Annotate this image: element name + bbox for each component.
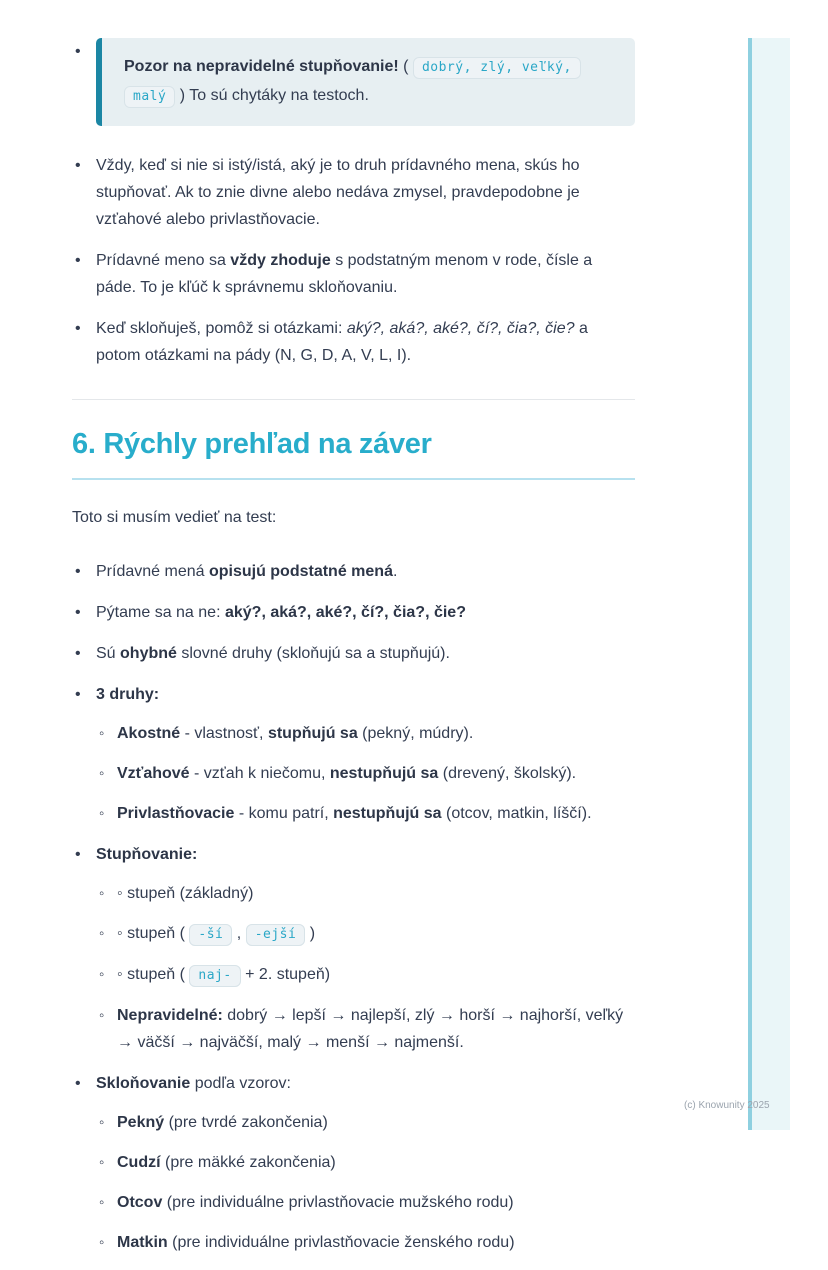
text-run: ): [305, 925, 316, 942]
page-edge-strip: [748, 38, 790, 1130]
text-run: Skloňovanie: [96, 1075, 191, 1092]
text-run: Keď skloňuješ, pomôž si otázkami:: [96, 320, 347, 337]
text-run: Pozor na nepravidelné stupňovanie!: [124, 58, 399, 75]
text-run: Prídavné meno sa: [96, 252, 231, 269]
sub-list-item: [99, 1149, 635, 1176]
list-item: [72, 558, 635, 585]
sub-list-item: [99, 1002, 635, 1056]
text-run: podľa vzorov:: [190, 1075, 291, 1092]
text-run: + 2. stupeň): [240, 966, 331, 983]
text-run: Akostné: [117, 725, 181, 742]
text-run: ◦ stupeň (základný): [117, 885, 254, 902]
section-divider: [72, 399, 635, 400]
inline-code-chip: dobrý, zlý, veľký,: [413, 57, 581, 79]
text-run: ,: [232, 925, 246, 942]
section-heading: 6. Rýchly prehľad na záver: [72, 428, 635, 480]
sub-list-item: [99, 760, 635, 787]
sub-list-item: [99, 800, 635, 827]
inline-code-chip: naj-: [189, 965, 240, 987]
text-run: Pýtame sa na ne:: [96, 604, 225, 621]
watermark: (c) Knowunity 2025: [684, 1100, 770, 1111]
text-run: (pekný, múdry).: [357, 725, 474, 742]
text-run: (drevený, školský).: [438, 765, 577, 782]
text-run: ◦ stupeň (: [117, 925, 190, 942]
text-run: vždy zhoduje: [230, 252, 331, 269]
text-run: Pekný: [117, 1114, 165, 1131]
text-run: - vlastnosť,: [180, 725, 268, 742]
sub-list-item: [99, 961, 635, 989]
sub-list-item: [99, 720, 635, 747]
sub-list: [99, 880, 635, 1056]
callout-warning: [96, 38, 635, 126]
intro-list: [72, 38, 635, 369]
text-run: dobrý → lepší → najlepší, zlý → horší → najhorší, veľký → väčší → najväčší, malý → menší → najmenší.: [117, 1007, 624, 1051]
text-run: Otcov: [117, 1194, 163, 1211]
text-run: nestupňujú sa: [333, 805, 442, 822]
document-page: [72, 38, 635, 1270]
text-run: aký?, aká?, aké?, čí?, čia?, čie?: [224, 604, 466, 621]
list-item: [72, 315, 635, 369]
callout-text: [124, 58, 581, 104]
text-run: Stupňovanie:: [96, 846, 198, 863]
text-run: ) To sú chytáky na testoch.: [175, 87, 369, 104]
list-item: [72, 152, 635, 233]
sub-list: [99, 1109, 635, 1256]
sub-list-item: [99, 1109, 635, 1136]
text-run: (pre mäkké zakončenia): [160, 1154, 336, 1171]
sub-list-item: [99, 1189, 635, 1216]
text-run: Privlastňovacie: [117, 805, 235, 822]
text-run: ◦ stupeň (: [117, 966, 190, 983]
text-run: Sú: [96, 645, 121, 662]
text-run: Vždy, keď si nie si istý/istá, aký je to druh prídavného mena, skús ho stupňovať. Ak to znie divne alebo nedáva zmysel, pravdepodobne je vzťahové alebo privlastňovacie.: [96, 157, 580, 228]
summary-list: [72, 558, 635, 1256]
text-run: slovné druhy (skloňujú sa a stupňujú).: [176, 645, 450, 662]
text-run: Matkin: [117, 1234, 168, 1251]
text-run: 3 druhy:: [96, 686, 160, 703]
list-item: [72, 841, 635, 1056]
list-item: [72, 640, 635, 667]
sub-list: [99, 720, 635, 827]
list-item: [72, 1070, 635, 1256]
sub-list-item: [99, 880, 635, 907]
text-run: s podstatným menom v rode, čísle a páde. To je kľúč k správnemu skloňovaniu.: [96, 252, 593, 296]
text-run: Cudzí: [117, 1154, 161, 1171]
text-run: nestupňujú sa: [329, 765, 439, 782]
inline-code-chip: -ejší: [246, 924, 306, 946]
text-run: (pre individuálne privlastňovacie mužského rodu): [162, 1194, 514, 1211]
text-run: aký?, aká?, aké?, čí?, čia?, čie?: [346, 320, 575, 337]
text-run: (otcov, matkin, líščí).: [441, 805, 592, 822]
text-run: Vzťahové: [117, 765, 190, 782]
text-run: stupňujú sa: [267, 725, 358, 742]
text-run: (pre tvrdé zakončenia): [164, 1114, 328, 1131]
text-run: Prídavné mená: [96, 563, 209, 580]
text-run: .: [392, 563, 398, 580]
page-edge-line: [748, 38, 752, 1130]
text-run: opisujú podstatné mená: [208, 563, 393, 580]
callout-list-item: [72, 38, 635, 126]
inline-code-chip: -ší: [189, 924, 232, 946]
inline-code-chip: malý: [124, 86, 175, 108]
sub-list-item: [99, 920, 635, 948]
text-run: a potom otázkami na pády (N, G, D, A, V, L, I).: [96, 320, 588, 364]
text-run: ohybné: [120, 645, 177, 662]
list-item: [72, 247, 635, 301]
lead-text: Toto si musím vedieť na test:: [72, 509, 277, 526]
text-run: (: [398, 58, 413, 75]
text-run: - vzťah k niečomu,: [189, 765, 330, 782]
text-run: - komu patrí,: [234, 805, 334, 822]
text-run: Nepravidelné:: [117, 1007, 223, 1024]
sub-list-item: [99, 1229, 635, 1256]
text-run: (pre individuálne privlastňovacie ženského rodu): [167, 1234, 515, 1251]
list-item: [72, 681, 635, 827]
list-item: [72, 599, 635, 626]
